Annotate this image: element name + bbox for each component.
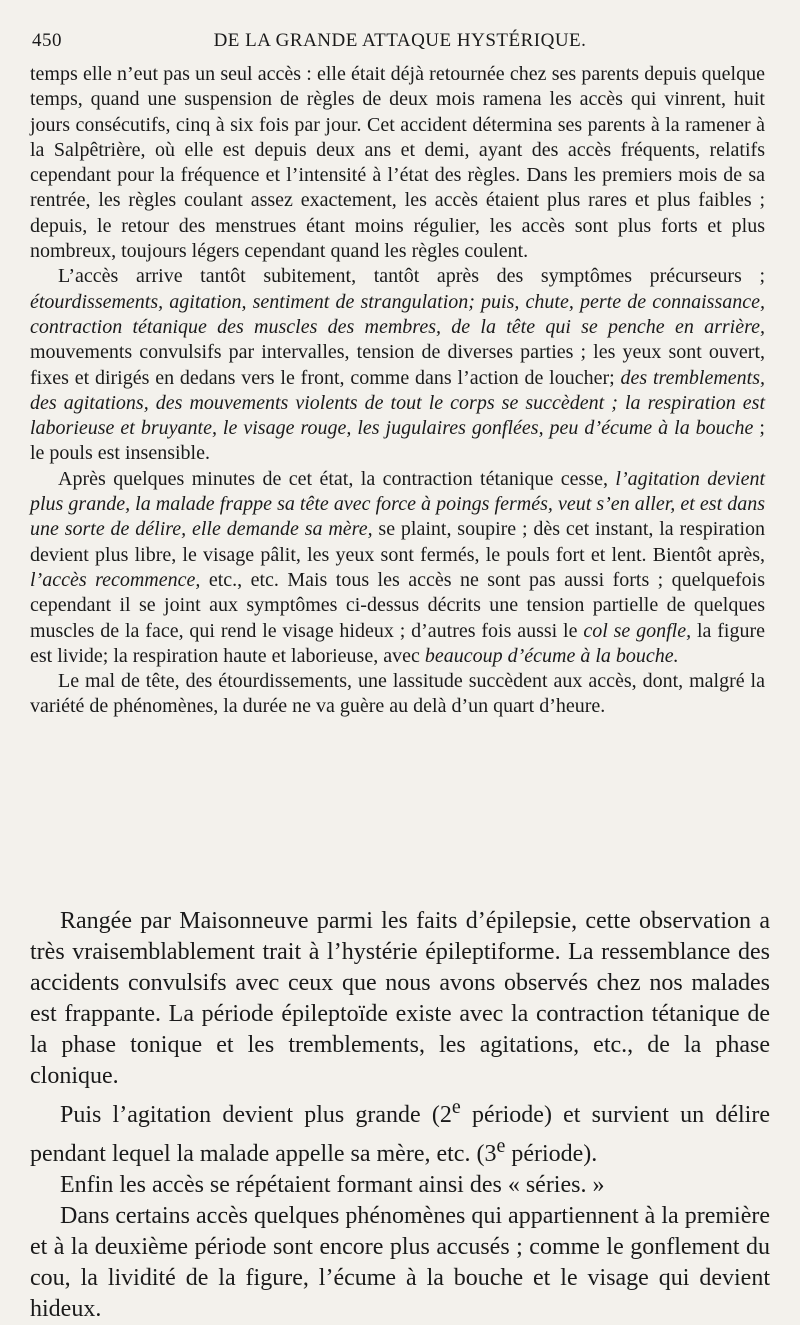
- italic-run: beaucoup d’écume à la bouche.: [424, 644, 679, 667]
- observation-paragraph-1: temps elle n’eut pas un seul accès : elle était déjà retournée chez ses parents depuis quelque temps, quand une suspension de règles de deux mois ramena les accès qui vinrent, huit jours consécutifs, cinq à six fois par jour. Cet accident détermina ses parents à la ramener à la Salpêtrière, où elle est depuis deux ans et demi, ayant des accès fréquents, relatifs cependant pour la fréquence et l’intensité à l’état des règles. Dans les premiers mois de sa rentrée, les règles coulant assez exactement, les accès étaient plus rares et plus faibles ; depuis, le retour des menstrues étant moins régulier, les accès sont plus forts et plus nombreux, toujours légers cependant quand les règles coulent.: [30, 63, 765, 263]
- italic-run: des tremblements, des agitations, des mouvements violents de tout le corps se succèdent ; la respiration est laborieuse et bruyante, le visage rouge, les jugulaires gonflées, peu d’écume à la bouche: [30, 366, 765, 440]
- commentary-p2-part-c: période).: [505, 1141, 598, 1167]
- observation-paragraph-2: [30, 264, 765, 466]
- text-run: etc., etc. Mais tous les accès ne sont pas aussi forts ; quelquefois cependant il se joint aux symptômes ci-dessus décrits une tension partielle de quelques muscles de la face, qui rend le visage hideux ; d’autres fois aussi le: [30, 568, 765, 642]
- commentary-p2-part-b: période) et survient un délire pendant lequel la malade appelle sa mère, etc. (3: [30, 1102, 770, 1167]
- running-title: DE LA GRANDE ATTAQUE HYSTÉRIQUE.: [213, 30, 587, 51]
- observation-text: [30, 62, 765, 720]
- observation-paragraph-3: [30, 467, 765, 669]
- page-number: 450: [32, 30, 62, 51]
- italic-run: étourdissements, agitation, sentiment de strangulation; puis, chute, perte de connaissance, contraction tétanique des muscles des membres, de la tête qui se penche en arrière,: [30, 290, 765, 338]
- ordinal-superscript-2: e: [451, 1096, 461, 1118]
- ordinal-superscript-3: e: [496, 1135, 506, 1157]
- text-run: Après quelques minutes de cet état, la contraction tétanique cesse,: [58, 467, 616, 490]
- text-run: ; le pouls est insensible.: [30, 417, 765, 465]
- text-run: mouvements convulsifs par intervalles, tension de diverses parties ; les yeux sont ouvert, fixes et dirigés en dedans vers le front, comme dans l’action de loucher;: [30, 341, 765, 389]
- commentary-text: [30, 906, 770, 1325]
- commentary-paragraph-1: Rangée par Maisonneuve parmi les faits d’épilepsie, cette observation a très vraisemblablement trait à l’hystérie épileptiforme. La ressemblance des accidents convulsifs avec ceux que nous avons observés chez nos malades est frappante. La période épileptoïde existe avec la contraction tétanique de la phase tonique et les tremblements, les agitations, etc., de la phase clonique.: [30, 908, 770, 1089]
- commentary-paragraph-3: Enfin les accès se répétaient formant ainsi des « séries. »: [60, 1172, 605, 1198]
- text-run: la figure est livide; la respiration haute et laborieuse, avec: [30, 619, 766, 667]
- commentary-paragraph-2: [30, 1092, 770, 1170]
- italic-run: col se gonfle,: [583, 619, 692, 642]
- commentary-paragraph-4: Dans certains accès quelques phénomènes qui appartiennent à la première et à la deuxième période sont encore plus accusés ; comme le gonflement du cou, la lividité de la figure, l’écume à la bouche et le visage qui devient hideux.: [30, 1203, 770, 1322]
- italic-run: l’accès recommence,: [30, 568, 201, 591]
- observation-paragraph-4: Le mal de tête, des étourdissements, une lassitude succèdent aux accès, dont, malgré la variété de phénomènes, la durée ne va guère au delà d’un quart d’heure.: [30, 670, 765, 718]
- text-run: se plaint, soupire ; dès cet instant, la respiration devient plus libre, le visage pâlit, les yeux sont fermés, le pouls fort et lent. Bientôt après,: [30, 518, 766, 566]
- text-run: L’accès arrive tantôt subitement, tantôt après des symptômes précurseurs ;: [58, 265, 765, 288]
- commentary-p2-part-a: Puis l’agitation devient plus grande (2: [60, 1102, 452, 1128]
- italic-run: l’agitation devient plus grande, la malade frappe sa tête avec force à poings fermés, veut s’en aller, et est dans une sorte de délire, elle demande sa mère,: [30, 467, 766, 541]
- page-header: [30, 30, 770, 58]
